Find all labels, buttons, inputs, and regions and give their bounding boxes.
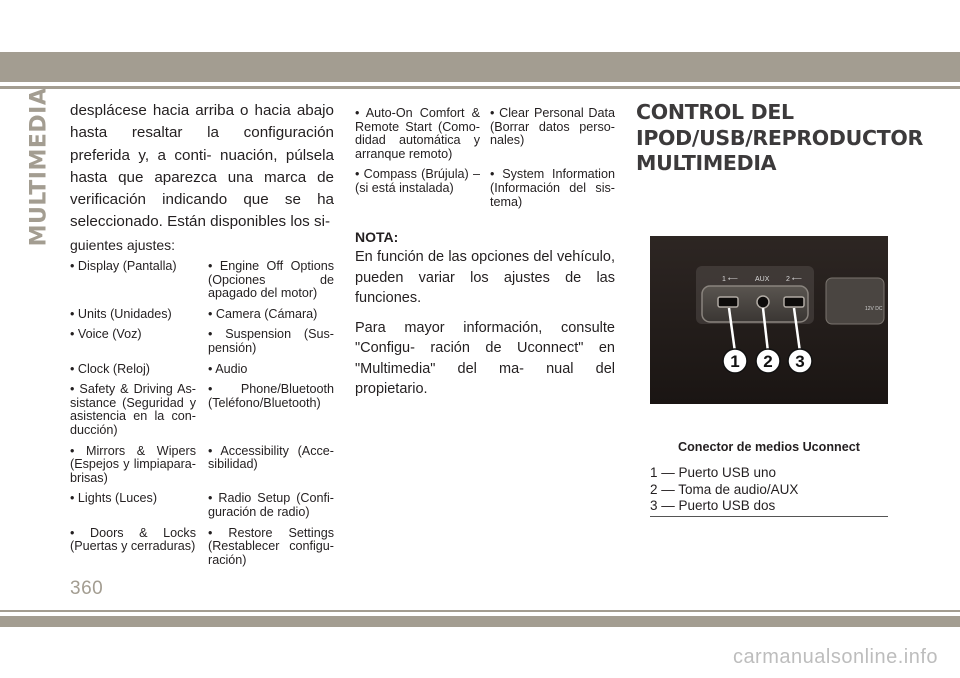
section-side-label <box>26 87 52 247</box>
port-label-1: 1 ⟵ <box>722 276 738 283</box>
list-item: • Clear Personal Data (Borrar datos perso- nales) <box>490 106 615 148</box>
list-item: • Radio Setup (Confi- guración de radio) <box>208 491 334 519</box>
list-item: • Audio <box>208 361 248 376</box>
list-item: • Safety & Driving As- sistance (Seguridad y asistencia en la con- ducción) <box>70 382 196 438</box>
photo-caption: Conector de medios Uconnect <box>678 440 860 454</box>
settings-list-continued <box>355 107 615 209</box>
legend-item: 2 — Toma de audio/AUX <box>650 481 799 497</box>
list-item: • System Information (Información del sis- tema) <box>490 167 615 209</box>
list-item: • Engine Off Options (Opciones de apagado del motor) <box>208 259 334 301</box>
list-item: • Doors & Locks (Puertas y cerraduras) <box>70 525 196 554</box>
list-item: • Camera (Cámara) <box>208 306 318 321</box>
header-rule <box>0 86 960 89</box>
watermark: carmanualsonline.info <box>732 646 938 668</box>
media-hub-illustration <box>650 236 888 404</box>
intro-paragraph <box>70 100 334 256</box>
list-item: • Voice (Voz) <box>70 327 142 342</box>
list-item: • Restore Settings (Restablecer configu- ración) <box>208 525 334 567</box>
legend-item: 3 — Puerto USB dos <box>650 498 776 513</box>
list-item: • Suspension (Sus- pensión) <box>208 327 334 356</box>
aux-jack <box>757 296 769 308</box>
list-item: • Mirrors & Wipers (Espejos y limpiapara- brisas) <box>70 443 196 485</box>
usb-port-1 <box>718 297 738 307</box>
legend-rule <box>650 516 888 517</box>
section-heading: CONTROL DEL IPOD/USB/REPRODUCTOR MULTIMEDIA <box>636 100 924 175</box>
list-item: • Phone/Bluetooth (Teléfono/Bluetooth) <box>208 382 334 410</box>
port-label-aux: AUX <box>755 276 770 283</box>
list-item: • Lights (Luces) <box>70 491 158 506</box>
callout-2-number: 2 <box>763 352 773 371</box>
intro-text: desplácese hacia arriba o hacia abajo hasta resaltar la configuración preferida y, a conti- nuación, púlsela hasta que aparezca una marca de verificación indicando que se ha seleccionado. Están disponibles los si- <box>70 102 334 231</box>
info-paragraph: Para mayor información, consulte "Configu- ración de Uconnect" en "Multimedia" del ma- nual del propietario. <box>355 319 615 398</box>
page-number: 360 <box>70 578 104 599</box>
section-label-text: MULTIMEDIA <box>26 87 52 247</box>
note-label: NOTA: <box>355 229 399 246</box>
settings-list <box>70 260 334 567</box>
list-item: • Compass (Brújula) – (si está instalada) <box>355 167 480 195</box>
usb-port-2 <box>784 297 804 307</box>
footer-rule <box>0 610 960 612</box>
port-label-2: 2 ⟵ <box>786 276 802 283</box>
legend-item: 1 — Puerto USB uno <box>650 465 777 480</box>
photo-legend <box>650 465 888 515</box>
list-item: • Units (Unidades) <box>70 306 172 321</box>
note-text: En función de las opciones del vehículo, pueden variar los ajustes de las funciones. <box>355 249 615 307</box>
list-item: • Auto-On Comfort & Remote Start (Como- didad automática y arranque remoto) <box>355 106 480 161</box>
footer-band <box>0 616 960 627</box>
list-item: • Clock (Reloj) <box>70 361 150 376</box>
column-1 <box>70 100 334 567</box>
list-item: • Accessibility (Acce- sibilidad) <box>208 443 334 472</box>
media-hub-photo <box>650 236 888 404</box>
callout-3-number: 3 <box>795 352 805 371</box>
list-item: • Display (Pantalla) <box>70 259 177 274</box>
callout-1-number: 1 <box>730 352 740 371</box>
column-2 <box>355 107 615 400</box>
header-band <box>0 52 960 82</box>
column-3 <box>636 100 924 177</box>
power-outlet-label: 12V DC <box>865 306 883 312</box>
intro-tail: guientes ajustes: <box>70 236 176 253</box>
